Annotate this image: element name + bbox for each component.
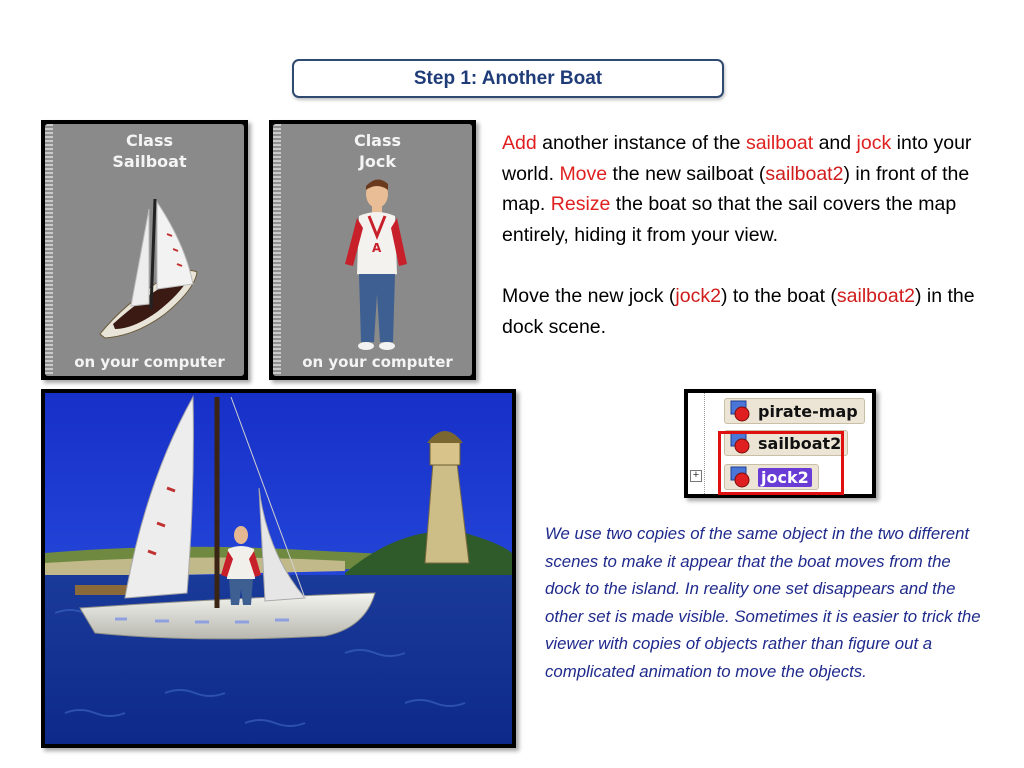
tree-item-label-selected: jock2 bbox=[758, 468, 812, 487]
object-tree-panel bbox=[684, 389, 876, 498]
instruction-paragraph-1: Add another instance of the sailboat and jock into your world. Move the new sailboat (sailboat2) in front of the map. Resize the boat so that the sail covers the map entirely, hiding it from your view. bbox=[502, 132, 972, 246]
sailboat-icon bbox=[45, 124, 244, 376]
class-jock-footer: on your computer bbox=[302, 353, 453, 371]
class-sailboat-label: Class Sailboat bbox=[112, 131, 187, 171]
class-jock-tile bbox=[273, 124, 472, 376]
class-jock-card[interactable] bbox=[269, 120, 476, 380]
instruction-paragraph-2: Move the new jock (jock2) to the boat (sailboat2) in the dock scene. bbox=[502, 285, 975, 338]
class-sailboat-tile bbox=[45, 124, 244, 376]
instructions bbox=[502, 128, 982, 373]
dock-scene-view bbox=[41, 389, 516, 748]
tree-guide-line bbox=[704, 393, 705, 494]
expand-icon[interactable]: + bbox=[690, 470, 702, 482]
explanation-note: We use two copies of the same object in the two different scenes to make it appear that the boat moves from the dock to the island. In reality one set disappears and the other set is made visible. Sometimes it is easier to trick the viewer with copies of objects rather than figure out a complicated animation to move the objects. bbox=[545, 524, 981, 681]
tree-item-label: sailboat2 bbox=[758, 433, 842, 453]
dock-scene-image bbox=[45, 393, 512, 744]
class-sailboat-card[interactable] bbox=[41, 120, 248, 380]
class-jock-label: Class Jock bbox=[353, 131, 402, 171]
object-tree bbox=[688, 393, 872, 494]
class-sailboat-footer: on your computer bbox=[74, 353, 225, 371]
tree-item-pirate-map[interactable] bbox=[724, 397, 865, 425]
tree-node bbox=[724, 398, 865, 424]
svg-text:A: A bbox=[372, 241, 382, 255]
slide-title: Step 1: Another Boat bbox=[413, 67, 603, 89]
highlight-box bbox=[718, 431, 844, 495]
jock-icon bbox=[273, 124, 472, 376]
object-icon bbox=[728, 400, 754, 422]
tree-item-label: pirate-map bbox=[758, 401, 858, 421]
slide-title-box bbox=[292, 59, 724, 98]
